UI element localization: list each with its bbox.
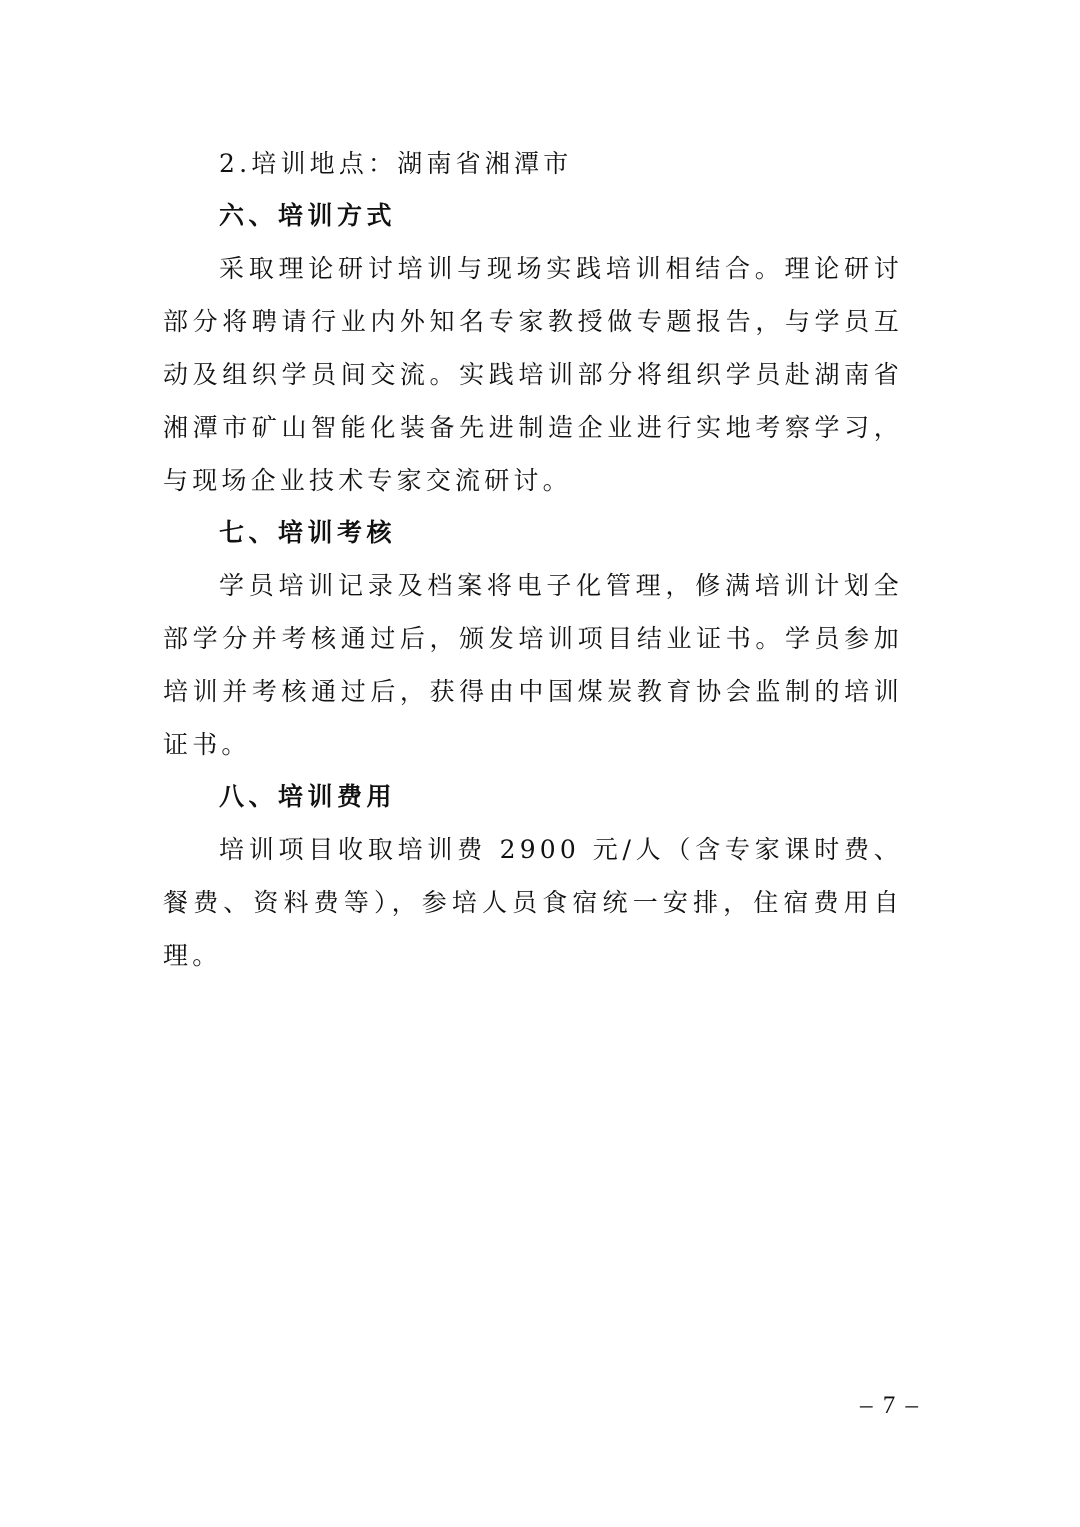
section-heading-training-method: 六、培训方式 bbox=[219, 201, 397, 230]
section-heading-training-fee: 八、培训费用 bbox=[219, 782, 397, 811]
section-heading-training-assessment: 七、培训考核 bbox=[219, 518, 397, 547]
section-body-training-fee: 培训项目收取培训费 2900 元/人（含专家课时费、餐费、资料费等），参培人员食宿统一安排，住宿费用自理。 bbox=[163, 835, 903, 970]
page-number: – 7 – bbox=[860, 1392, 920, 1419]
document-body bbox=[163, 138, 903, 982]
section-body-training-method: 采取理论研讨培训与现场实践培训相结合。理论研讨部分将聘请行业内外知名专家教授做专题报告，与学员互动及组织学员间交流。实践培训部分将组织学员赴湖南省湘潭市矿山智能化装备先进制造企业进行实地考察学习，与现场企业技术专家交流研讨。 bbox=[163, 254, 903, 495]
section-body-training-assessment: 学员培训记录及档案将电子化管理，修满培训计划全部学分并考核通过后，颁发培训项目结业证书。学员参加培训并考核通过后，获得由中国煤炭教育协会监制的培训证书。 bbox=[163, 571, 903, 759]
training-location-line: 2.培训地点：湖南省湘潭市 bbox=[219, 149, 573, 178]
